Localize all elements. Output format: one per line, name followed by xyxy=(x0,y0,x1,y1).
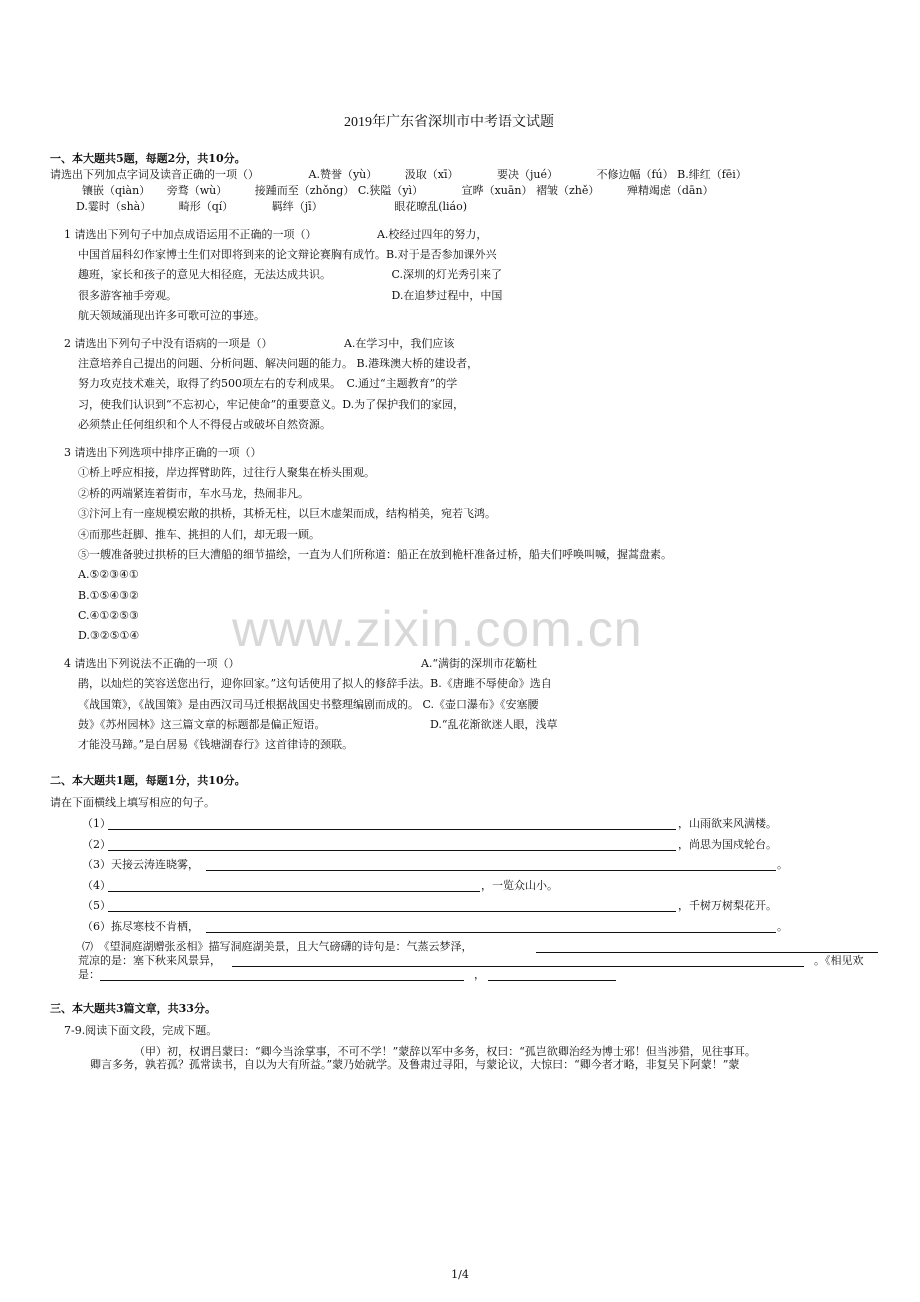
q4-line-4: ③汴河上有一座规模宏敞的拱桥，其桥无柱，以巨木虚架而成，结构梢美，宛若飞鸿。 xyxy=(78,507,496,520)
fill-6-blank[interactable] xyxy=(206,920,776,933)
fill-3-end: 。 xyxy=(777,858,788,871)
fill-7-line-2: 荒凉的是：塞下秋来风景异， xyxy=(78,954,221,967)
section-2-heading: 二、本大题共1题，每题1分，共10分。 xyxy=(50,774,246,787)
q5-line-5: 才能没马蹄。”是白居易《钱塘湖春行》这首律诗的颈联。 xyxy=(78,738,354,751)
q2-line-5: 航天领域涌现出许多可歌可泣的事迹。 xyxy=(78,309,265,322)
fill-3-text: （3）天接云涛连晓雾， xyxy=(82,858,199,871)
fill-2-number: （2） xyxy=(82,838,111,851)
q4-line-6: ⑤一艘准备驶过拱桥的巨大漕船的细节描绘，一直为人们所称道：船正在放到桅杆准备过桥，船夫们呼唤叫喊，握蒿盘素。 xyxy=(78,548,672,561)
fill-7-comma: ， xyxy=(474,968,485,981)
passage-line-1: （甲）初，权谓吕蒙曰：“卿今当涂掌事，不可不学！”蒙辞以军中多务，权曰：“孤岂欲卿治经为博士邪！但当涉猎，见往事耳。 xyxy=(134,1045,756,1058)
fill-4-text: ，一览众山小。 xyxy=(481,879,558,892)
section-1-heading: 一、本大题共5题，每题2分，共10分。 xyxy=(50,152,246,165)
passage-line-2: 卿言多务，孰若孤？孤常读书，自以为大有所益。”蒙乃始就学。及鲁肃过寻阳，与蒙论议，大惊曰：“卿今者才略，非复吴下阿蒙！”蒙 xyxy=(90,1058,740,1071)
section-2-intro: 请在下面横线上填写相应的句子。 xyxy=(50,796,215,809)
fill-7-end: 。《相见欢 xyxy=(814,954,864,967)
fill-5-blank[interactable] xyxy=(108,899,676,912)
fill-6-end: 。 xyxy=(777,920,788,933)
page-title: 2019年广东省深圳市中考语文试题 xyxy=(344,115,554,130)
q4-option-c: C.④①②⑤③ xyxy=(78,609,139,622)
q3-line-1: 2 请选出下列句子中没有语病的一项是（） A.在学习中，我们应该 xyxy=(64,337,455,350)
watermark: www.zixin.com.cn xyxy=(232,601,643,657)
fill-7-text: ⑺ 《望洞庭湖赠张丞相》描写洞庭湖美景，且大气磅礴的诗句是：气蒸云梦泽， xyxy=(82,940,473,953)
fill-4-blank[interactable] xyxy=(108,879,480,892)
fill-5-text: ，千树万树梨花开。 xyxy=(678,899,777,912)
fill-2-text: ，尚思为国戍轮台。 xyxy=(678,838,777,851)
q2-line-1: 1 请选出下列句子中加点成语运用不正确的一项（） A.校经过四年的努力， xyxy=(64,228,488,241)
fill-5-number: （5） xyxy=(82,899,111,912)
fill-1-blank[interactable] xyxy=(108,817,676,830)
q4-option-a: A.⑤②③④① xyxy=(78,568,139,581)
q4-line-2: ①桥上呼应相接，岸边挥臂助阵，过往行人聚集在桥头围观。 xyxy=(78,466,375,479)
q4-option-b: B.①⑤④③② xyxy=(78,589,139,602)
section-3-subheading: 7-9.阅读下面文段，完成下题。 xyxy=(64,1024,218,1037)
q1-line-3: D.霎时（shà） 畸形（qí） 羁绊（jī） 眼花暸乱(liáo) xyxy=(76,200,467,213)
q3-line-3: 努力攻克技术难关，取得了约500项左右的专利成果。 C.通过“主题教育”的学 xyxy=(78,377,458,390)
q5-line-3: 《战国策》，《战国策》是由西汉司马迁根据战国史书整理编剧而成的。 C.《壶口瀑布》《安塞腰 xyxy=(78,698,539,711)
fill-6-text: （6）拣尽寒枝不肯栖， xyxy=(82,920,199,933)
q4-option-d: D.③②⑤①④ xyxy=(78,629,140,642)
q2-line-3: 趣班，家长和孩子的意见大相径庭，无法达成共识。 C.深圳的灯光秀引来了 xyxy=(78,268,503,281)
fill-3-blank[interactable] xyxy=(206,858,776,871)
q1-line-1: 请选出下列加点字词及读音正确的一项（） A.赞誉（yù） 汲取（xī） 要决（jué） 不修边幅（fú） B.绯红（fēi） xyxy=(50,168,747,181)
q1-line-2: 镶嵌（qiàn） 旁骛（wù） 接踵而至（zhǒng） C.狭隘（yì） 宣晔（xuān） 褶皱（zhě） 殚精竭虑（dān） xyxy=(82,184,714,197)
fill-2-blank[interactable] xyxy=(108,838,676,851)
q3-line-2: 注意培养自己提出的问题、分析问题、解决问题的能力。 B.港珠澳大桥的建设者， xyxy=(78,357,479,370)
q5-line-2: 鹃，以灿烂的笑容送您出行，迎你回家。”这句话使用了拟人的修辞手法。B.《唐雎不辱使命》选自 xyxy=(78,677,552,690)
fill-7-blank-3[interactable] xyxy=(100,968,464,981)
fill-4-number: （4） xyxy=(82,879,111,892)
q3-line-4: 习，使我们认识到“不忘初心，牢记使命”的重要意义。D.为了保护我们的家园， xyxy=(78,398,465,411)
section-3-heading: 三、本大题共3篇文章，共33分。 xyxy=(50,1002,216,1015)
fill-1-number: （1） xyxy=(82,817,111,830)
fill-7-blank-1[interactable] xyxy=(536,940,878,953)
q5-line-1: 4 请选出下列说法不正确的一项（） A.“满街的深圳市花簕杜 xyxy=(64,657,538,670)
q4-line-1: 3 请选出下列选项中排序正确的一项（） xyxy=(64,446,262,459)
q4-line-5: ④而那些赶脚、推车、挑担的人们，却无瑕一顾。 xyxy=(78,528,320,541)
q3-line-5: 必须禁止任何组织和个人不得侵占或破坏自然资源。 xyxy=(78,418,331,431)
q4-line-3: ②桥的两端紧连着街市，车水马龙，热闹非凡。 xyxy=(78,487,309,500)
q5-line-4: 鼓》《苏州园林》这三篇文章的标题都是偏正短语。 D.“乱花渐欲迷人眼，浅草 xyxy=(78,718,558,731)
fill-7-blank-4[interactable] xyxy=(488,968,616,981)
fill-7-blank-2[interactable] xyxy=(232,954,804,967)
page-number: 1/4 xyxy=(451,1268,469,1281)
q2-line-4: 很多游客袖手旁观。 D.在追梦过程中，中国 xyxy=(78,289,503,302)
q2-line-2: 中国首届科幻作家博士生们对即将到来的论文辩论赛胸有成竹。B.对于是否参加课外兴 xyxy=(78,248,497,261)
fill-1-text: ，山雨欲来风满楼。 xyxy=(678,817,777,830)
fill-7-line-3: 是： xyxy=(78,968,100,981)
